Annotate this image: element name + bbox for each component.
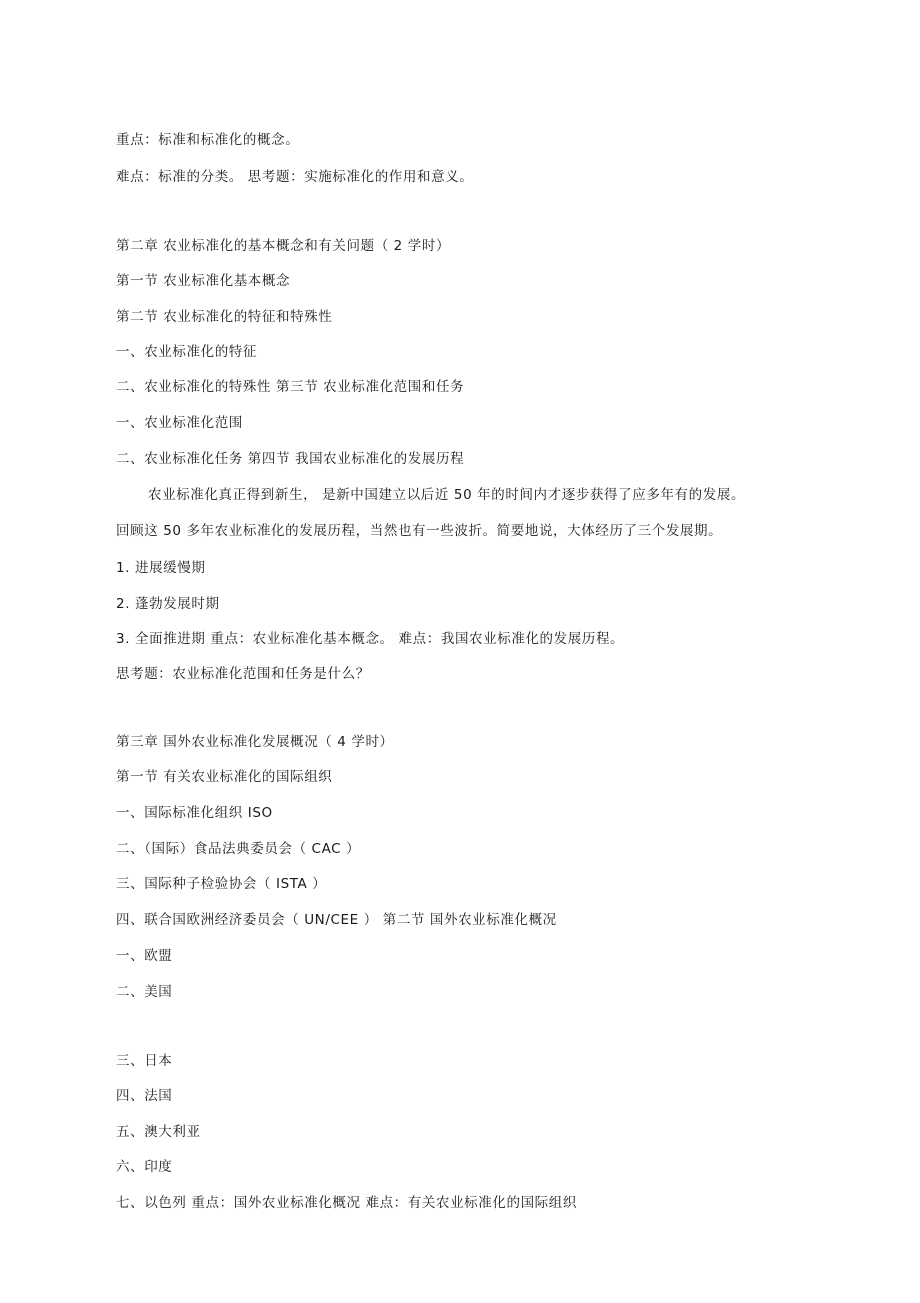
list-item: 一、国际标准化组织 ISO	[116, 805, 273, 821]
list-item: 二、（国际）食品法典委员会（ CAC ）	[116, 841, 361, 857]
question-line: 思考题：农业标准化范围和任务是什么？	[116, 666, 370, 682]
list-item: 二、农业标准化任务 第四节 我国农业标准化的发展历程	[116, 451, 465, 467]
list-item: 五、澳大利亚	[116, 1124, 201, 1140]
list-item: 三、国际种子检验协会（ ISTA ）	[116, 876, 327, 892]
list-item: 一、农业标准化的特征	[116, 344, 257, 360]
chapter-2-heading: 第二章 农业标准化的基本概念和有关问题（ 2 学时）	[116, 238, 451, 254]
list-item: 二、农业标准化的特殊性 第三节 农业标准化范围和任务	[116, 379, 465, 395]
chapter-2-section-1: 第一节 农业标准化基本概念	[116, 273, 291, 289]
list-item: 四、法国	[116, 1088, 173, 1104]
key-point-line: 重点：标准和标准化的概念。	[116, 132, 300, 148]
numbered-item: 1. 进展缓慢期	[116, 560, 206, 576]
numbered-item: 2. 蓬勃发展时期	[116, 596, 220, 612]
numbered-item: 3. 全面推进期 重点：农业标准化基本概念。 难点：我国农业标准化的发展历程。	[116, 631, 625, 647]
chapter-3-heading: 第三章 国外农业标准化发展概况（ 4 学时）	[116, 734, 394, 750]
list-item: 二、美国	[116, 984, 173, 1000]
body-paragraph-line: 回顾这 50 多年农业标准化的发展历程，当然也有一些波折。简要地说，大体经历了三个发展期。	[116, 523, 723, 539]
list-item: 四、联合国欧洲经济委员会（ UN/CEE ） 第二节 国外农业标准化概况	[116, 912, 557, 928]
list-item: 六、印度	[116, 1159, 173, 1175]
list-item: 七、以色列 重点：国外农业标准化概况 难点：有关农业标准化的国际组织	[116, 1195, 577, 1211]
chapter-2-section-2: 第二节 农业标准化的特征和特殊性	[116, 309, 333, 325]
list-item: 一、欧盟	[116, 948, 173, 964]
chapter-3-section-1: 第一节 有关农业标准化的国际组织	[116, 769, 333, 785]
list-item: 三、日本	[116, 1053, 173, 1069]
list-item: 一、农业标准化范围	[116, 415, 243, 431]
body-paragraph-line: 农业标准化真正得到新生， 是新中国建立以后近 50 年的时间内才逐步获得了应多年有的发展。	[148, 487, 746, 503]
difficulty-line: 难点：标准的分类。 思考题：实施标准化的作用和意义。	[116, 169, 474, 185]
